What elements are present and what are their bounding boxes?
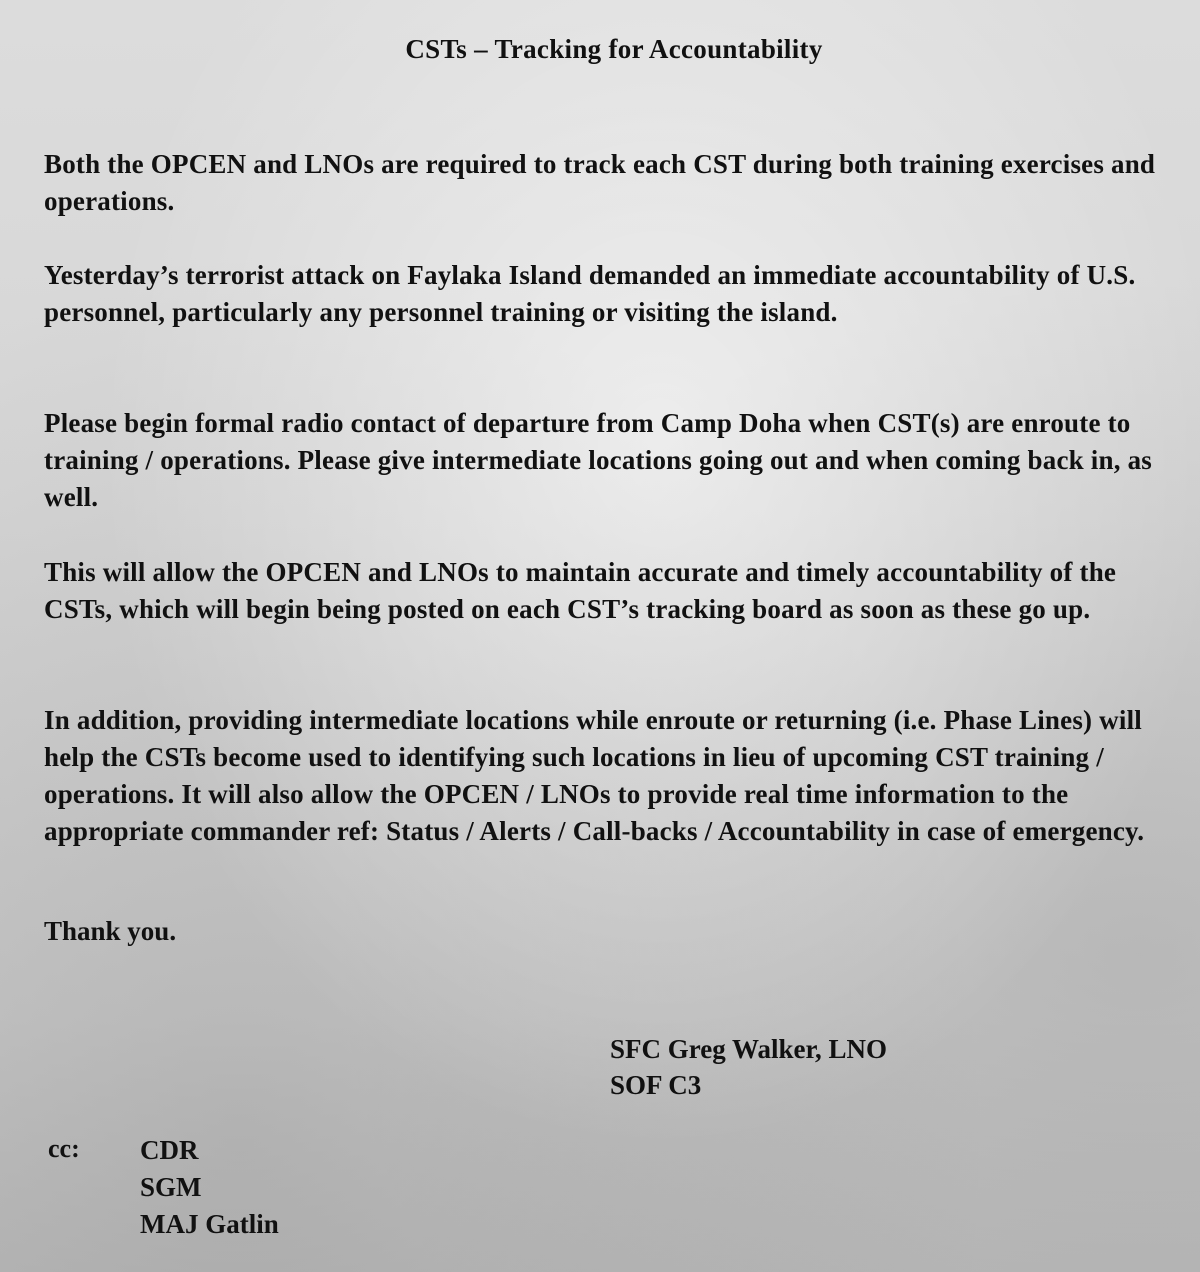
cc-recipient: SGM — [140, 1172, 202, 1202]
memo-paragraph-2: Yesterday’s terrorist attack on Faylaka Island demanded an immediate accountability of U.S. personnel, particularly any personnel training or visiting the island. — [44, 260, 1136, 327]
signature-unit: SOF C3 — [610, 1070, 702, 1100]
cc-recipient: CDR — [140, 1135, 199, 1165]
cc-recipient: MAJ Gatlin — [140, 1209, 279, 1239]
memo-title: CSTs – Tracking for Accountability — [405, 34, 823, 64]
cc-recipient-list — [140, 1132, 279, 1243]
signature-name: SFC Greg Walker, LNO — [610, 1034, 888, 1064]
signature-block — [610, 1031, 887, 1103]
memo-paragraph-1: Both the OPCEN and LNOs are required to track each CST during both training exercises and operations. — [44, 149, 1156, 216]
memo-closing: Thank you. — [44, 916, 177, 946]
memo-paragraph-5: In addition, providing intermediate locations while enroute or returning (i.e. Phase Lines) will help the CSTs become used to identifying such locations in lieu of upcoming CST training / operations. It will also allow the OPCEN / LNOs to provide real time information to the appropriate commander ref: Status / Alerts / Call-backs / Accountability in case of emergency. — [44, 705, 1145, 846]
memo-paragraph-4: This will allow the OPCEN and LNOs to maintain accurate and timely accountability of the CSTs, which will begin being posted on each CST’s tracking board as soon as these go up. — [44, 557, 1117, 624]
cc-label: cc: — [48, 1134, 80, 1163]
memo-paragraph-3: Please begin formal radio contact of departure from Camp Doha when CST(s) are enroute to training / operations. Please give intermediate locations going out and when coming back in, as well. — [44, 408, 1153, 512]
